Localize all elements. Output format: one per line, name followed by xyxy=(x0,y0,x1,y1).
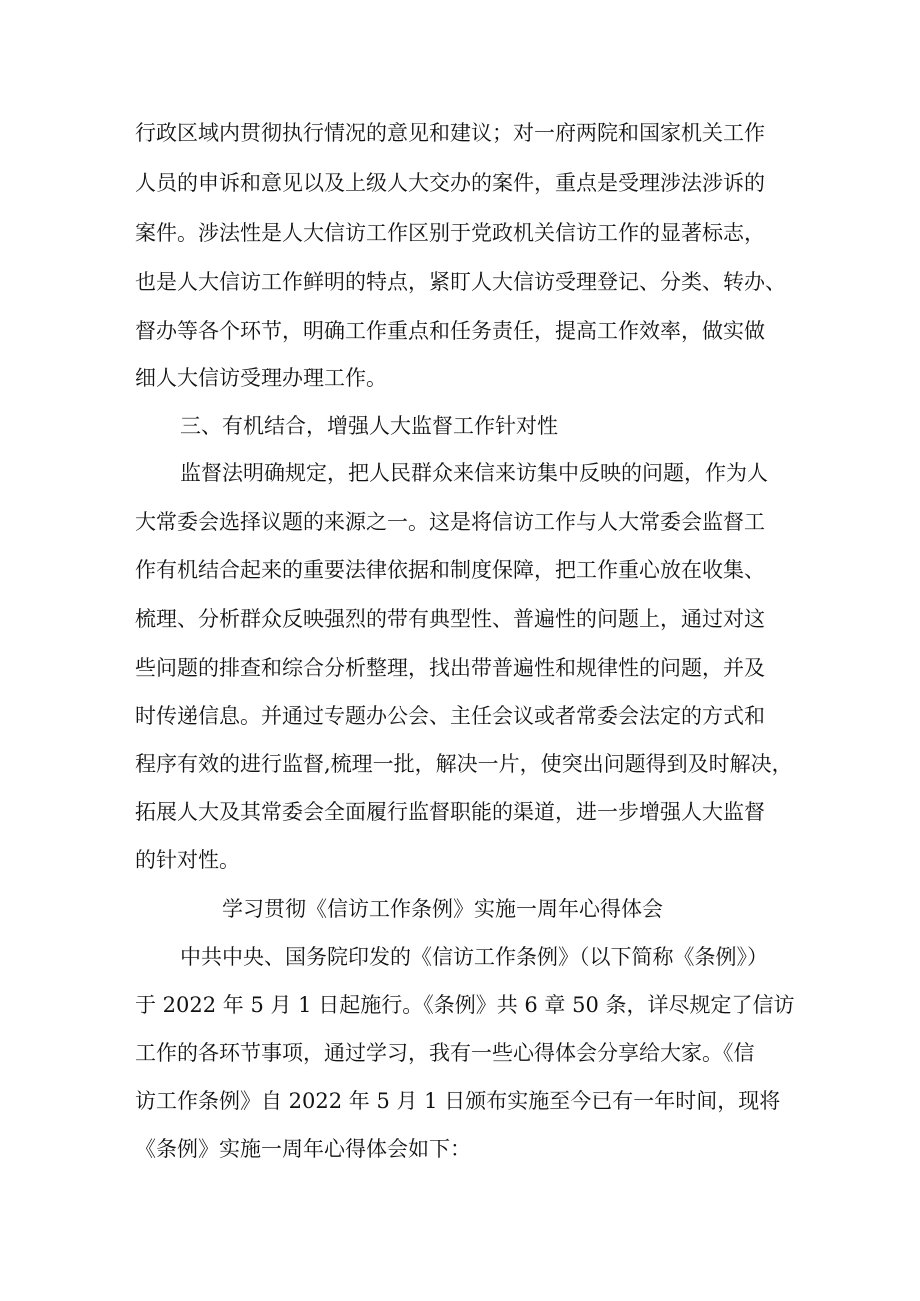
paragraph-3-line: 访工作条例》自 2022 年 5 月 1 日颁布实施至今已有一年时间，现将 xyxy=(135,1089,781,1113)
paragraph-2-line: 些问题的排查和综合分析整理，找出带普遍性和规律性的问题，并及 xyxy=(135,656,765,680)
paragraph-3-line: 《条例》实施一周年心得体会如下： xyxy=(135,1137,471,1161)
section-title: 学习贯彻《信访工作条例》实施一周年心得体会 xyxy=(222,897,663,921)
paragraph-2-line: 梳理、分析群众反映强烈的带有典型性、普遍性的问题上，通过对这 xyxy=(135,607,765,631)
paragraph-3-line: 中共中央、国务院印发的《信访工作条例》（以下简称《条例》） xyxy=(180,945,768,969)
paragraph-2-line: 时传递信息。并通过专题办公会、主任会议或者常委会法定的方式和 xyxy=(135,704,765,728)
paragraph-3-line: 于 2022 年 5 月 1 日起施行。《条例》共 6 章 50 条，详尽规定了信访 xyxy=(135,993,795,1017)
paragraph-1-line: 细人大信访受理办理工作。 xyxy=(135,366,387,390)
paragraph-1-line: 督办等各个环节，明确工作重点和任务责任，提高工作效率，做实做 xyxy=(135,319,765,343)
paragraph-1-line: 也是人大信访工作鲜明的特点，紧盯人大信访受理登记、分类、转办、 xyxy=(135,270,786,294)
paragraph-2-line: 拓展人大及其常委会全面履行监督职能的渠道，进一步增强人大监督 xyxy=(135,800,765,824)
paragraph-2-line: 的针对性。 xyxy=(135,848,240,872)
paragraph-1-line: 行政区域内贯彻执行情况的意见和建议；对一府两院和国家机关工作 xyxy=(135,121,765,145)
paragraph-2-line: 监督法明确规定，把人民群众来信来访集中反映的问题，作为人 xyxy=(180,461,768,485)
section-heading-3: 三、有机结合，增强人大监督工作针对性 xyxy=(180,414,558,438)
paragraph-2-line: 大常委会选择议题的来源之一。这是将信访工作与人大常委会监督工 xyxy=(135,510,765,534)
paragraph-2-line: 作有机结合起来的重要法律依据和制度保障，把工作重心放在收集、 xyxy=(135,558,765,582)
paragraph-1-line: 案件。涉法性是人大信访工作区别于党政机关信访工作的显著标志， xyxy=(135,221,765,245)
paragraph-2-line: 程序有效的进行监督,梳理一批，解决一片，使突出问题得到及时解决， xyxy=(135,752,793,776)
paragraph-3-line: 工作的各环节事项，通过学习，我有一些心得体会分享给大家。《信 xyxy=(135,1041,755,1065)
paragraph-1-line: 人员的申诉和意见以及上级人大交办的案件，重点是受理涉法涉诉的 xyxy=(135,171,765,195)
